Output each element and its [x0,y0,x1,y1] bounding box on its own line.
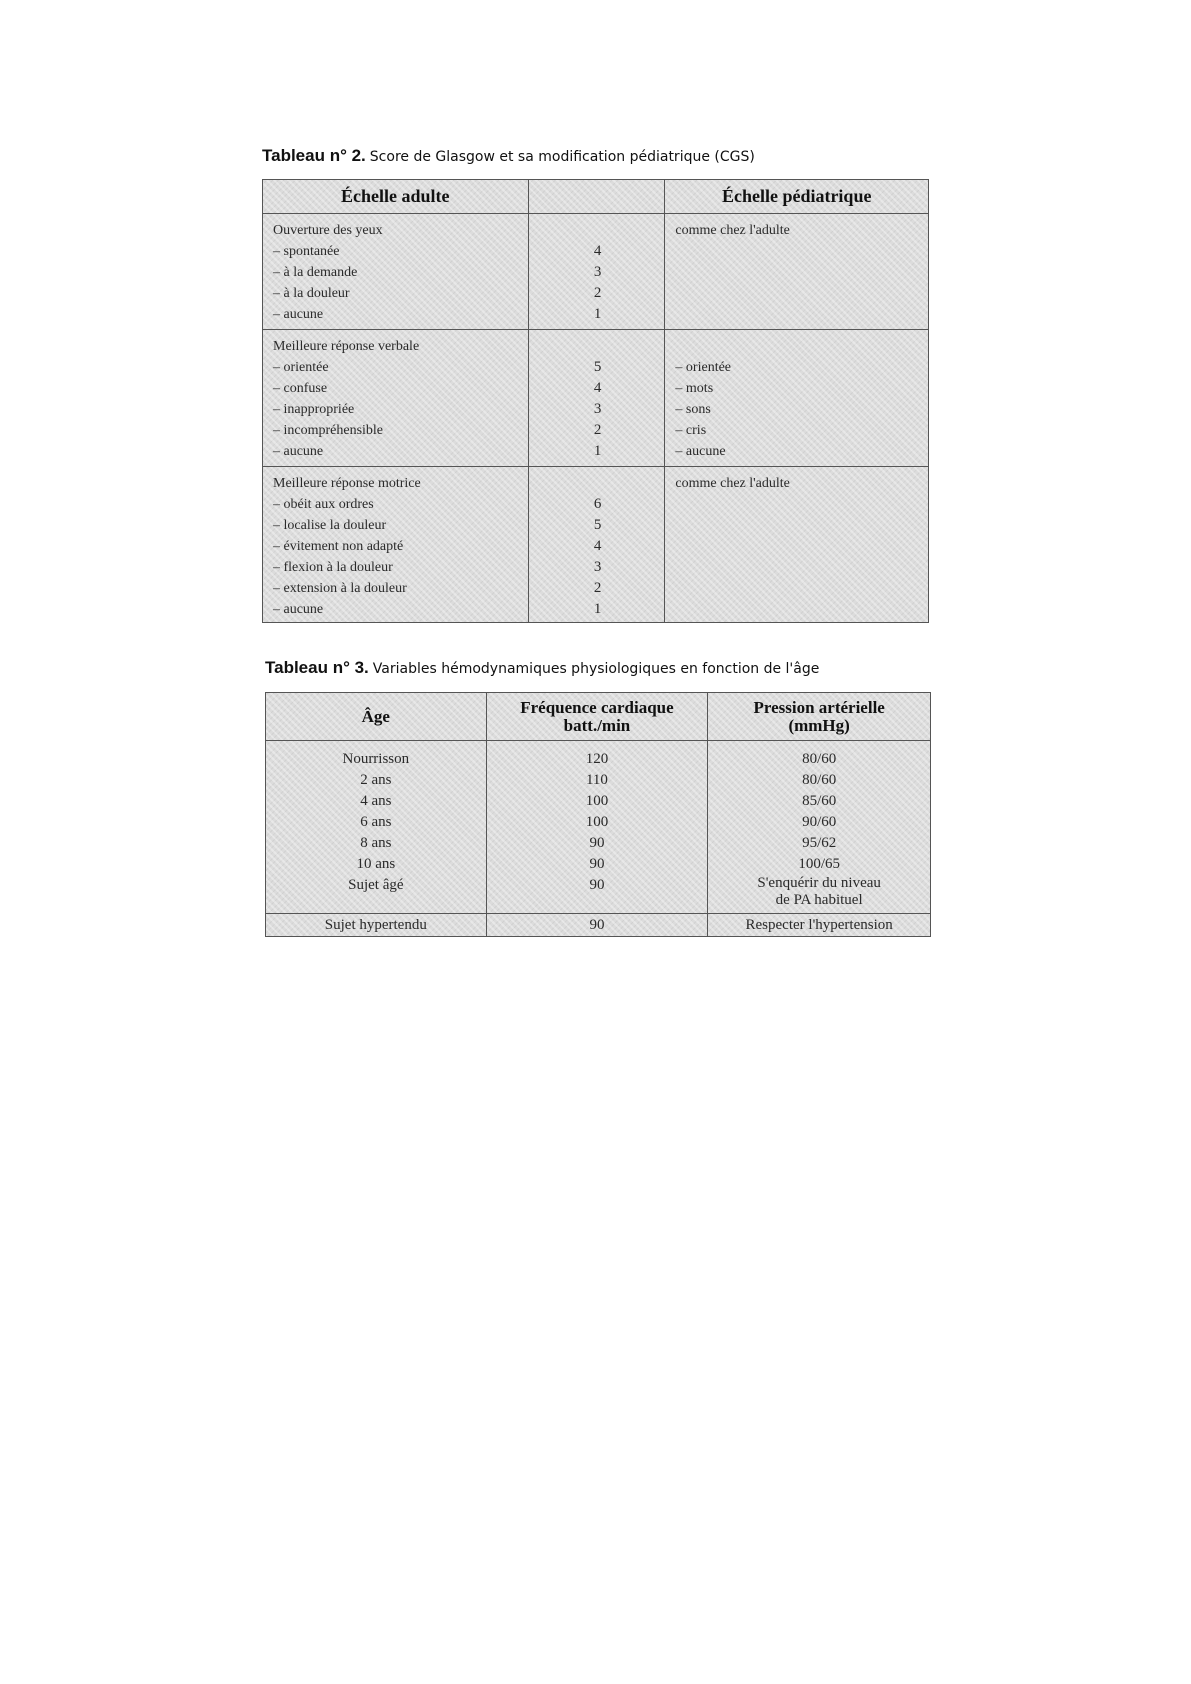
list-item: – mots [675,381,714,396]
score-value: 1 [593,443,602,459]
list-item: comme chez l'adulte [675,223,790,238]
table3-caption-lead: Tableau n° 3. [265,658,369,677]
score-value: 2 [593,580,602,596]
list-item: – localise la douleur [273,518,387,533]
list-item: – évitement non adapté [273,539,404,554]
header-label: Fréquence cardiaque batt./min [520,697,674,735]
list-item: – à la demande [273,265,358,280]
list-item: – aucune [273,307,324,322]
table-cell: 85/60 [802,793,837,809]
score-value: 1 [593,601,602,617]
table-cell: Sujet hypertendu [266,914,487,937]
column-header: Échelle pédiatrique [665,180,929,214]
table-row [263,214,929,330]
score-value: 4 [593,380,602,396]
pressure-column [708,741,931,914]
table-cell: 8 ans [360,835,392,851]
section-title: Ouverture des yeux [273,223,383,238]
score-value: 3 [593,401,602,417]
heart-rate-column [486,741,708,914]
table-cell: Nourrisson [342,751,410,767]
score-value: 2 [593,285,602,301]
table-cell: 80/60 [802,751,837,767]
score-value: 4 [593,538,602,554]
table-cell: 120 [585,751,609,767]
hemodynamic-variables-table [265,692,931,937]
table-cell: 95/62 [802,835,837,851]
table-cell: 2 ans [360,772,392,788]
score-value: 1 [593,306,602,322]
score-cell [528,214,665,330]
list-item: – aucune [273,602,324,617]
age-column [266,741,487,914]
header-label: Âge [361,706,390,726]
list-item: – spontanée [273,244,340,259]
score-value: 5 [593,517,602,533]
pediatric-cell [665,467,929,623]
section-title: Meilleure réponse verbale [273,339,420,354]
table-cell: 110 [585,772,608,788]
section-motor [263,467,529,623]
table-cell: Sujet âgé [348,877,404,893]
table2-caption-text: Score de Glasgow et sa modification pédiatrique (CGS) [369,149,755,165]
table-row [263,467,929,623]
table-cell: 90 [486,914,708,937]
score-value: 4 [593,243,602,259]
list-item: – obéit aux ordres [273,497,374,512]
pediatric-cell [665,214,929,330]
table-row [263,330,929,467]
score-cell [528,467,665,623]
score-cell [528,330,665,467]
table2-caption [262,146,755,166]
table-row [266,914,931,937]
list-item: – à la douleur [273,286,350,301]
list-item: – aucune [675,444,726,459]
list-item: – sons [675,402,711,417]
table-cell: 6 ans [360,814,392,830]
score-value: 3 [593,559,602,575]
list-item: – orientée [675,360,732,375]
score-value: 6 [593,496,602,512]
list-item: comme chez l'adulte [675,476,790,491]
table3-caption [265,658,819,678]
score-value: 2 [593,422,602,438]
list-item: – orientée [273,360,329,375]
section-eyes [263,214,529,330]
list-item: – cris [675,423,707,438]
section-verbal [263,330,529,467]
table2-caption-lead: Tableau n° 2. [262,146,366,165]
table-row [266,741,931,914]
table3-caption-text: Variables hémodynamiques physiologiques en fonction de l'âge [372,661,820,677]
table-cell: 100 [585,793,609,809]
table-header-row [263,180,929,214]
list-item: – incompréhensible [273,423,384,438]
section-title: Meilleure réponse motrice [273,476,421,491]
column-header-age [266,693,487,741]
column-header-pressure [708,693,931,741]
list-item: – confuse [273,381,328,396]
glasgow-score-table [262,179,929,623]
table-cell: 90 [589,835,605,851]
table-cell: Respecter l'hypertension [708,914,931,937]
table-cell: 100 [585,814,609,830]
table-cell: S'enquérir du niveau de PA habituel [757,875,881,908]
column-header: Échelle adulte [263,180,529,214]
column-header [528,180,665,214]
table-cell: 80/60 [802,772,837,788]
list-item: – flexion à la douleur [273,560,393,575]
table-header-row [266,693,931,741]
table-cell: 90 [589,856,605,872]
column-header-heart-rate [486,693,708,741]
pediatric-cell [665,330,929,467]
header-label: Pression artérielle (mmHg) [753,697,885,735]
score-value: 3 [593,264,602,280]
table-cell: 90 [589,877,605,893]
list-item: – inappropriée [273,402,355,417]
table-cell: 4 ans [360,793,392,809]
table-cell: 100/65 [798,856,840,872]
list-item: – aucune [273,444,324,459]
score-value: 5 [593,359,602,375]
list-item: – extension à la douleur [273,581,407,596]
table-cell: 10 ans [356,856,396,872]
table-cell: 90/60 [802,814,837,830]
list-item [675,336,928,357]
